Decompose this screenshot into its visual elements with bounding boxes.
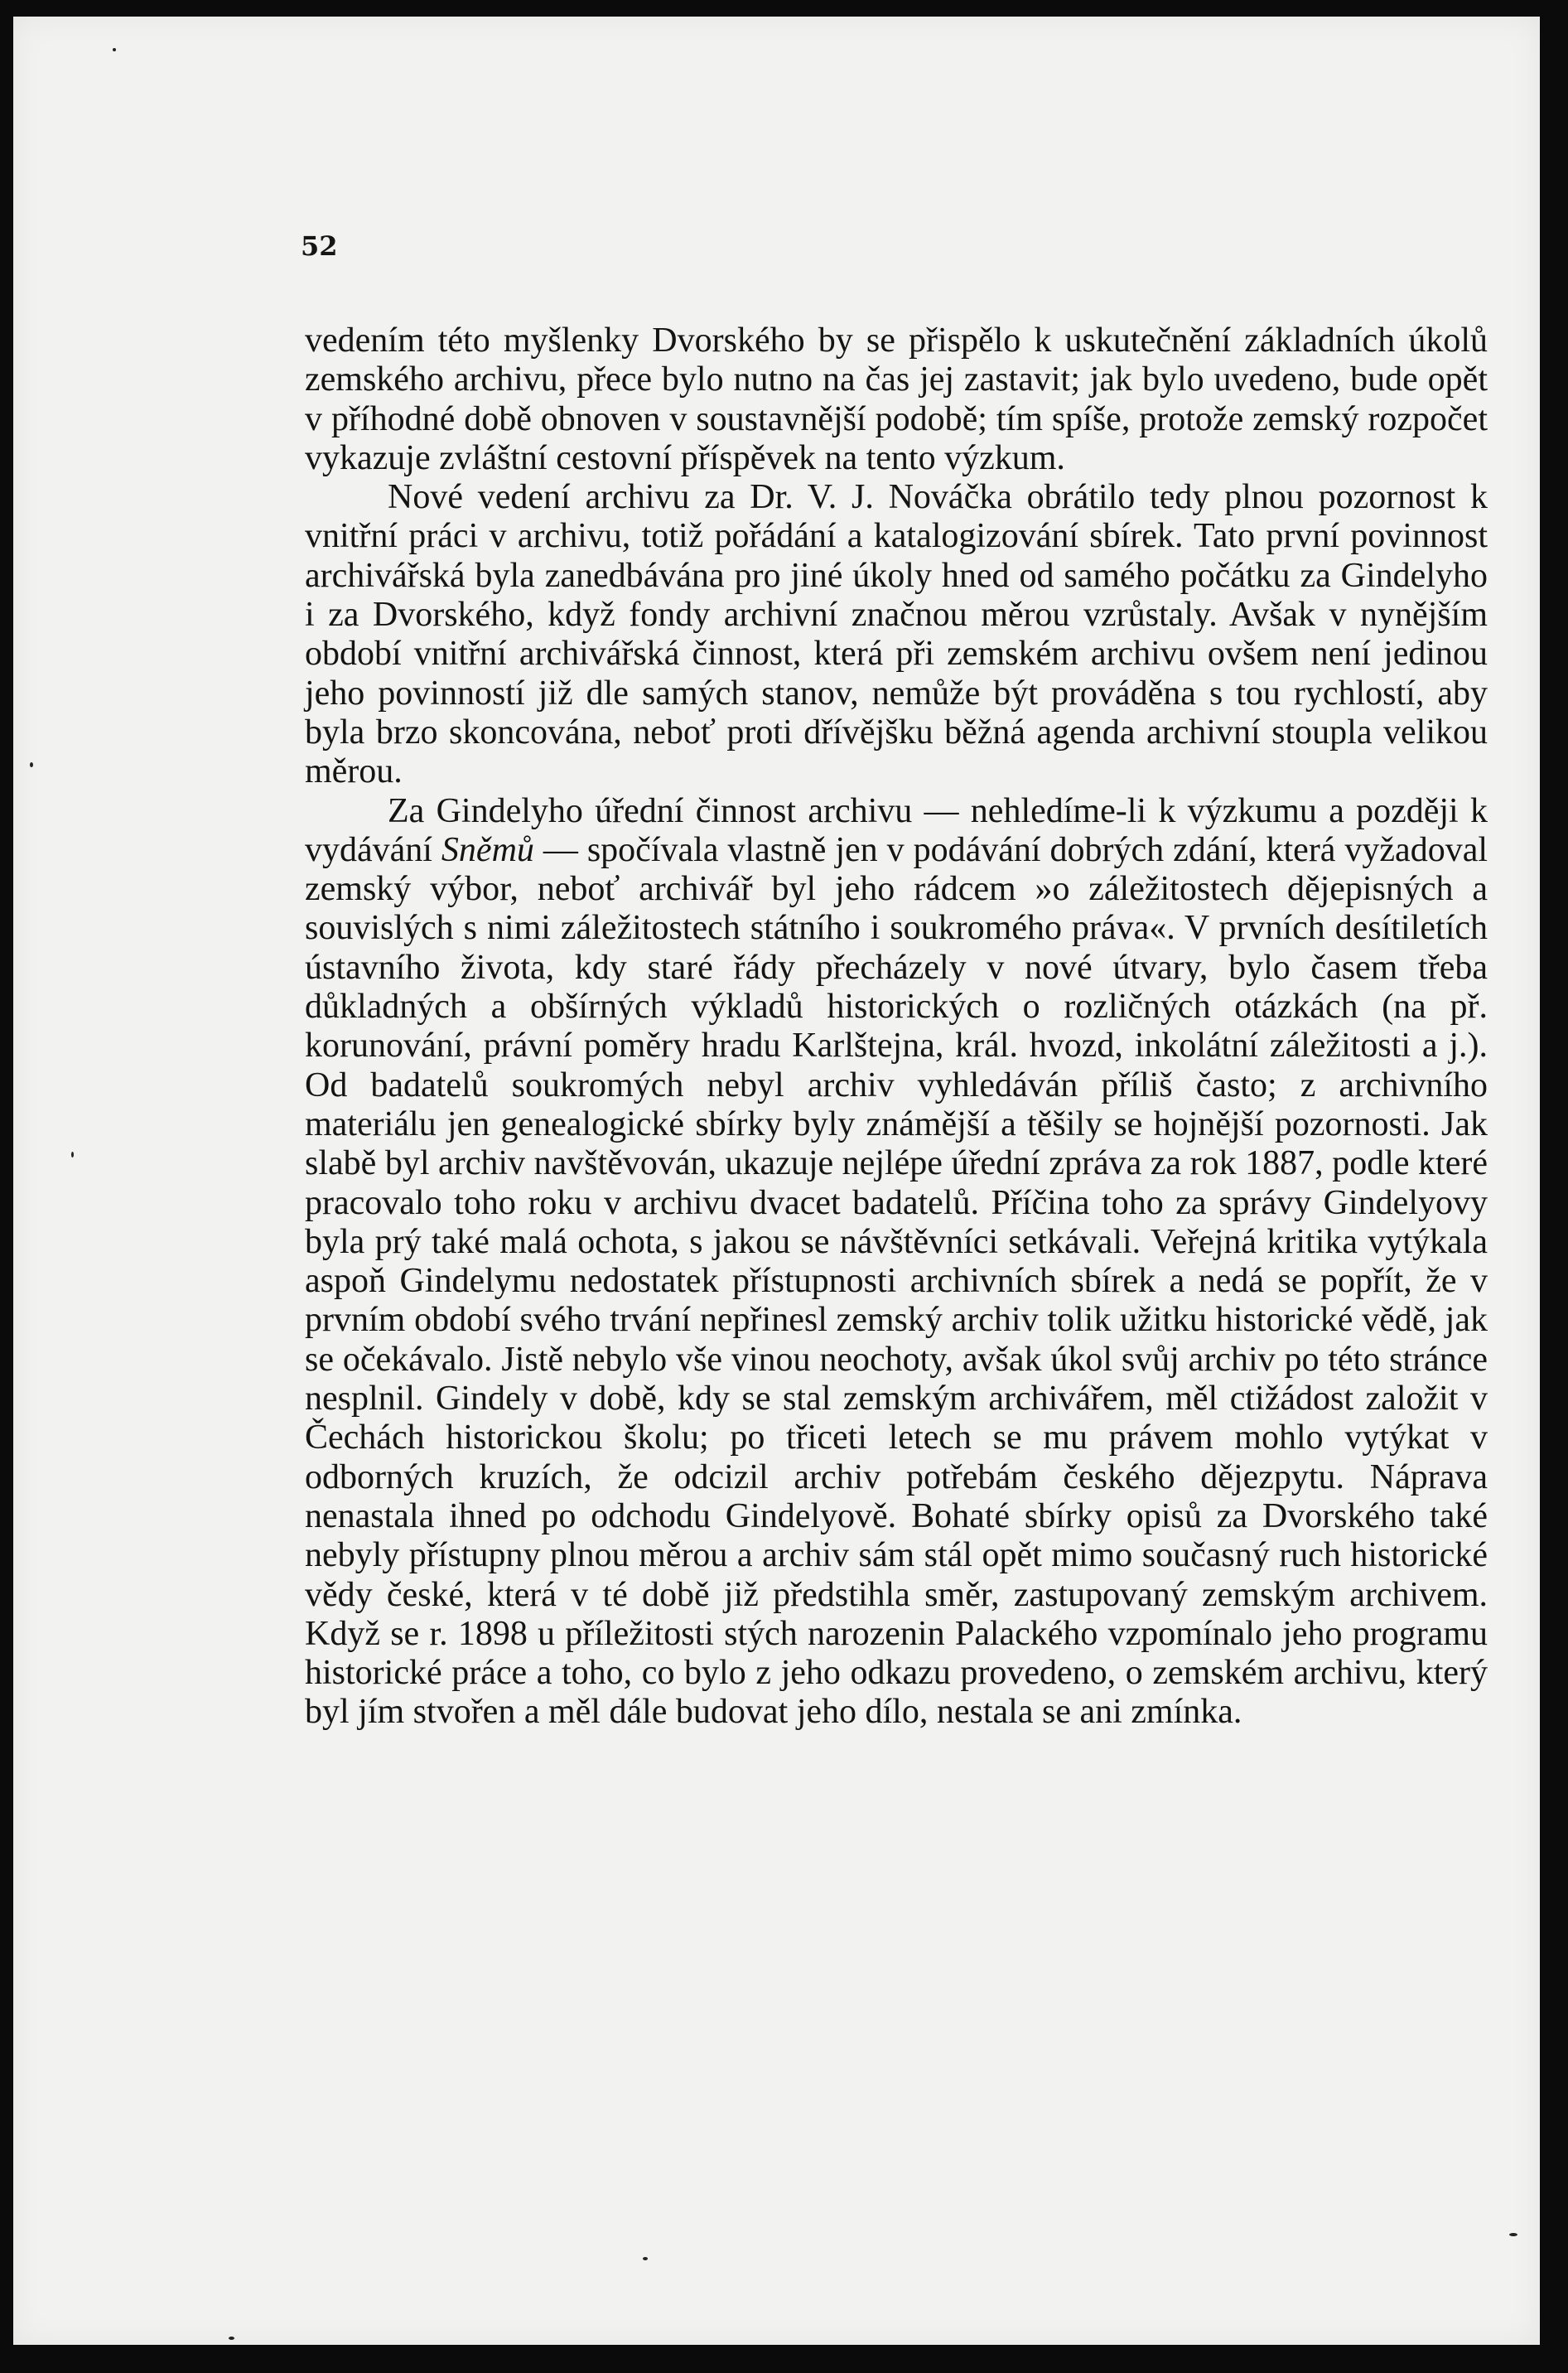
scan-speck <box>229 2337 234 2340</box>
scanned-page <box>13 17 1540 2345</box>
scan-speck <box>1509 2233 1517 2236</box>
scan-speck <box>643 2257 648 2260</box>
page-number: 52 <box>301 230 338 262</box>
scan-speck <box>71 1152 74 1158</box>
paragraph-3-text-end: — spočívala vlastně jen v podávání dobrých zdání, která vyžadoval zemský výbor, neboť archivář byl jeho rádcem »o záležitostech dějepisných a souvislých s nimi záležitostech státního i soukromého práva«. V prvních desítiletích ústavního života, kdy staré řády přecházely v nové útvary, bylo časem třeba důkladných a obšírných výkladů historických o rozličných otázkách (na př. korunování, právní poměry hradu Karlštejna, král. hvozd, inkolátní záležitosti a j.). Od badatelů soukromých nebyl archiv vyhledáván příliš často; z archivního materiálu jen genealogické sbírky byly známější a těšily se hojnější pozornosti. Jak slabě byl archiv navštěvován, ukazuje nejlépe úřední zpráva za rok 1887, podle které pracovalo toho roku v archivu dvacet badatelů. Příčina toho za správy Gindelyovy byla prý také malá ochota, s jakou se návštěvníci setkávali. Veřejná kritika vytýkala aspoň Gindelymu nedostatek přístupnosti archivních sbírek a nedá se popřít, že v prvním období svého trvání nepřinesl zemský archiv tolik užitku historické vědě, jak se očekávalo. Jistě nebylo vše vinou neochoty, avšak úkol svůj archiv po této stránce nesplnil. Gindely v době, kdy se stal zemským archivářem, měl ctižádost založit v Čechách historickou školu; po třiceti letech se mu právem mohlo vytýkat v odborných kruzích, že odcizil archiv potřebám českého dějezpytu. Náprava nenastala ihned po odchodu Gindelyově. Bohaté sbírky opisů za Dvorského také nebyly přístupny plnou měrou a archiv sám stál opět mimo současný ruch historické vědy české, která v té době již předstihla směr, zastupovaný zemským archivem. Když se r. 1898 u příležitosti stých narozenin Palackého vzpomínalo jeho programu historické práce a toho, co bylo z jeho odkazu provedeno, o zemském archivu, který byl jím stvořen a měl dále budovat jeho dílo, nestala se ani zmínka. <box>305 830 1488 1732</box>
paragraph-2: Nové vedení archivu za Dr. V. J. Nováčka obrátilo tedy plnou pozornost k vnitřní práci v archivu, totiž pořádání a katalogizování sbírek. Tato první povinnost archivářská byla zanedbávána pro jiné úkoly hned od samého počátku za Gindelyho i za Dvorského, když fondy archivní značnou měrou vzrůstaly. Avšak v nynějším období vnitřní archivářská činnost, která při zemském archivu ovšem není jedinou jeho povinností již dle samých stanov, nemůže být prováděna s tou rychlostí, aby byla brzo skoncována, neboť proti dřívějšku běžná agenda archivní stoupla velikou měrou. <box>305 478 1488 791</box>
paragraph-1: vedením této myšlenky Dvorského by se přispělo k uskutečnění základních úkolů zemského archivu, přece bylo nutno na čas jej zastavit; jak bylo uvedeno, bude opět v příhodné době obnoven v soustavnější podobě; tím spíše, protože zemský rozpočet vykazuje zvláštní cestovní příspěvek na tento výzkum. <box>305 321 1488 477</box>
paragraph-3 <box>305 792 1488 1733</box>
scan-speck <box>30 762 33 767</box>
scan-speck <box>113 48 116 51</box>
paragraph-3-text-start: Za Gindelyho úřední činnost archivu — nehledíme-li k výzkumu a později k vydávání <box>305 791 1488 869</box>
body-text <box>305 321 1488 1733</box>
paragraph-3-italic-term: Sněmů <box>441 830 534 869</box>
